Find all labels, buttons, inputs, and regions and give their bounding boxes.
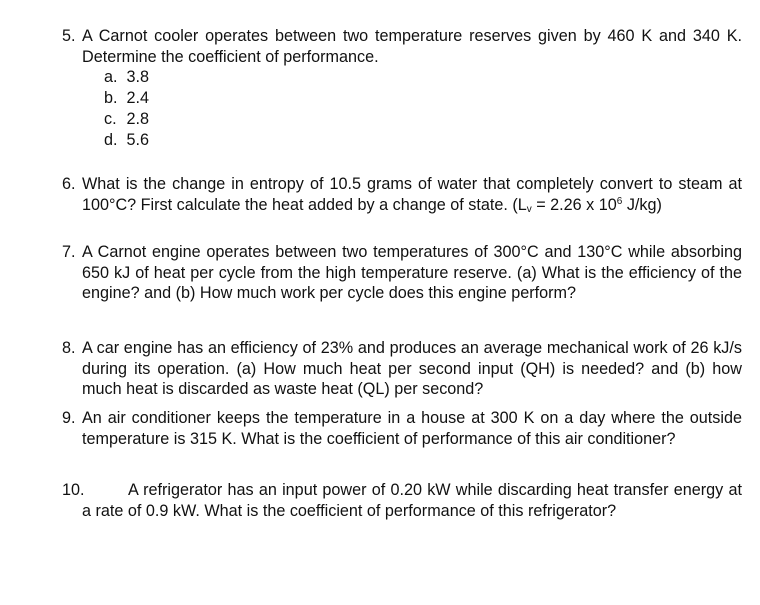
question-number: 10. bbox=[62, 481, 85, 499]
question-text: A car engine has an efficiency of 23% and produces an average mechanical work of 26 kJ/s during its operation. (a) How much heat per second input (QH) is needed? and (b) how much heat is discarded as waste heat (QL) per second? bbox=[82, 339, 742, 398]
superscript: 6 bbox=[616, 195, 623, 207]
choice-value: 3.8 bbox=[126, 68, 150, 86]
choice-list bbox=[62, 67, 742, 151]
question-number: 7. bbox=[62, 243, 76, 261]
question-6 bbox=[62, 174, 742, 215]
question-7 bbox=[62, 242, 742, 304]
choice-value: 5.6 bbox=[126, 131, 150, 149]
question-8 bbox=[62, 338, 742, 400]
question-number: 5. bbox=[62, 27, 76, 45]
question-text: A Carnot engine operates between two temperatures of 300°C and 130°C while absorbing 650 kJ of heat per cycle from the high temperature reserve. (a) What is the efficiency of the engine? and (b) How much work per cycle does this engine perform? bbox=[82, 243, 742, 302]
question-5 bbox=[62, 26, 742, 151]
question-text-part: J/kg) bbox=[622, 195, 662, 214]
question-text bbox=[82, 174, 742, 215]
choice-letter: d. bbox=[104, 131, 118, 149]
question-number: 6. bbox=[62, 175, 76, 193]
choice-d bbox=[104, 130, 742, 151]
choice-value: 2.8 bbox=[126, 110, 150, 128]
question-text: A Carnot cooler operates between two temperature reserves given by 460 K and 340 K. Determine the coefficient of performance. bbox=[82, 27, 742, 66]
question-number: 9. bbox=[62, 409, 76, 427]
question-9 bbox=[62, 408, 742, 449]
question-text-part: = 2.26 x 10 bbox=[531, 195, 617, 214]
choice-b bbox=[104, 88, 742, 109]
question-10 bbox=[62, 480, 742, 521]
question-number: 8. bbox=[62, 339, 76, 357]
choice-letter: c. bbox=[104, 110, 117, 128]
question-text-part: A refrigerator has an input power of 0.20 kW while discarding heat transfer energy at a rate of 0.9 kW. What is the coefficient of performance of this refrigerator? bbox=[82, 481, 742, 520]
question-text-part: What is the change in entropy of 10.5 grams of water that completely convert to steam at 100°C? First calculate the heat added by a change of state. (L bbox=[82, 175, 742, 214]
subscript: v bbox=[526, 203, 532, 215]
question-text: An air conditioner keeps the temperature in a house at 300 K on a day where the outside temperature is 315 K. What is the coefficient of performance of this air conditioner? bbox=[82, 409, 742, 448]
choice-a bbox=[104, 67, 742, 88]
question-text bbox=[82, 480, 742, 521]
choice-c bbox=[104, 109, 742, 130]
choice-value: 2.4 bbox=[126, 89, 150, 107]
choice-letter: a. bbox=[104, 68, 118, 86]
choice-letter: b. bbox=[104, 89, 118, 107]
